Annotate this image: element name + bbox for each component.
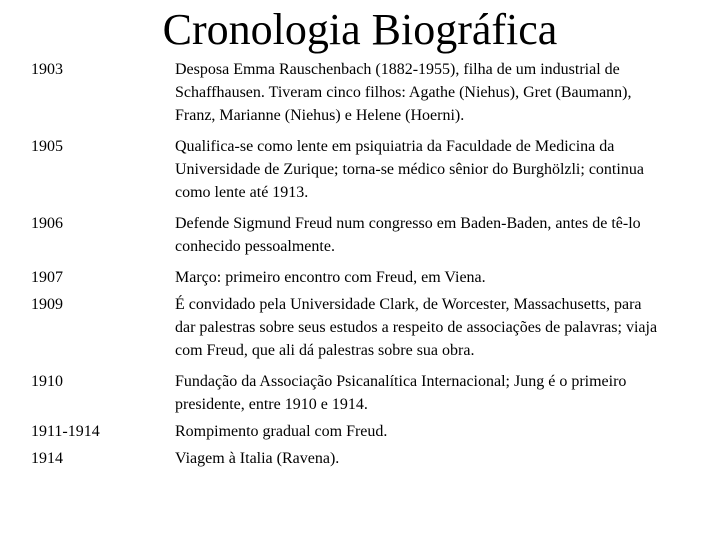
chronology-entry-1911-1914: [31, 420, 691, 443]
chronology-entry-1905: [31, 135, 691, 204]
chronology-entry-1909: [31, 293, 691, 362]
chronology-entry-1907: [31, 266, 691, 289]
chronology-entry-1903: [31, 58, 691, 127]
entry-description: É convidado pela Universidade Clark, de Worcester, Massachusetts, para dar palestras sobre seus estudos a respeito de associações de palavras; viaja com Freud, que ali dá palestras sobre sua obra.: [175, 296, 658, 359]
entry-year: 1906: [31, 215, 63, 232]
entry-description: Março: primeiro encontro com Freud, em Viena.: [175, 269, 486, 286]
chronology-entry-1910: [31, 370, 691, 416]
chronology-entry-1914: [31, 447, 691, 470]
entry-year: 1911-1914: [31, 423, 100, 440]
entry-description: Rompimento gradual com Freud.: [175, 423, 388, 440]
chronology-entry-1906: [31, 212, 691, 258]
entry-description: Desposa Emma Rauschenbach (1882-1955), filha de um industrial de Schaffhausen. Tiveram cinco filhos: Agathe (Niehus), Gret (Baumann), Franz, Marianne (Niehus) e Helene (Hoerni).: [175, 61, 632, 124]
entry-year: 1907: [31, 269, 63, 286]
entry-description: Fundação da Associação Psicanalítica Internacional; Jung é o primeiro presidente, entre 1910 e 1914.: [175, 373, 627, 413]
entry-year: 1914: [31, 450, 63, 467]
chronology-list: [31, 58, 691, 470]
entry-year: 1905: [31, 138, 63, 155]
entry-year: 1909: [31, 296, 63, 313]
page-title: Cronologia Biográfica: [162, 5, 558, 54]
entry-year: 1903: [31, 61, 63, 78]
entry-year: 1910: [31, 373, 63, 390]
entry-description: Viagem à Italia (Ravena).: [175, 450, 340, 467]
entry-description: Defende Sigmund Freud num congresso em Baden-Baden, antes de tê-lo conhecido pessoalmente.: [175, 215, 641, 255]
entry-description: Qualifica-se como lente em psiquiatria da Faculdade de Medicina da Universidade de Zurique; torna-se médico sênior do Burghölzli; continua como lente até 1913.: [175, 138, 644, 201]
